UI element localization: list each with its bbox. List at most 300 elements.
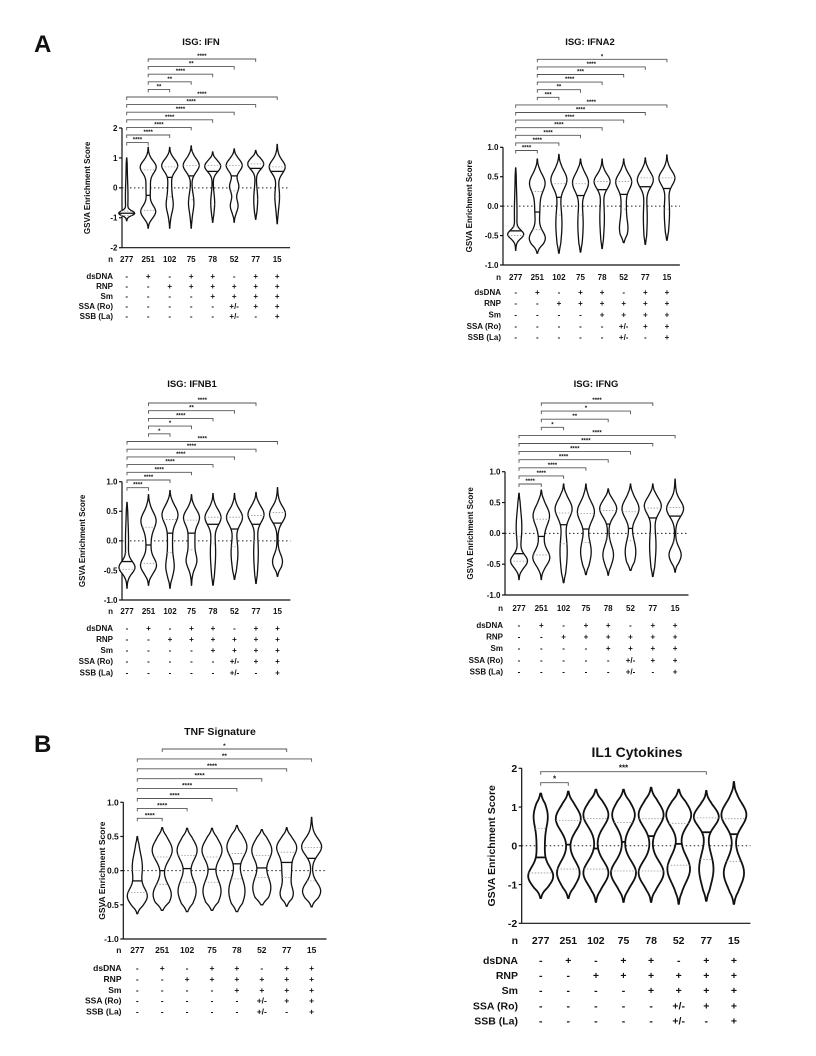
n-value: 251 [530, 273, 544, 282]
chart-title: ISG: IFNA2 [565, 37, 615, 48]
annotation-value: + [210, 646, 216, 655]
significance-label: **** [186, 444, 197, 451]
annotation-value: - [538, 1000, 543, 1013]
annotation-value: + [703, 970, 710, 982]
annotation-value: - [514, 299, 518, 308]
annotation-value: - [643, 333, 647, 342]
annotation-value: + [561, 632, 566, 642]
n-value: 52 [229, 255, 239, 264]
annotation-row-label: RNP [96, 282, 113, 291]
annotation-value: - [584, 644, 588, 653]
annotation-value: + [599, 288, 605, 297]
annotation-value: +/- [618, 333, 629, 342]
annotation-row-label: dsDNA [482, 955, 518, 967]
annotation-value: - [168, 646, 172, 655]
annotation-value: - [160, 985, 164, 995]
annotation-value: - [190, 646, 193, 655]
annotation-value: + [672, 644, 678, 653]
n-value: 277 [512, 604, 526, 613]
annotation-value: - [190, 657, 193, 666]
y-tick-label: -0.5 [486, 560, 501, 570]
annotation-value: + [209, 974, 215, 984]
annotation-value: + [730, 970, 737, 982]
annotation-row-label: Sm [100, 646, 113, 655]
y-axis-label: GSVA Enrichment Score [465, 159, 474, 253]
n-value: 251 [141, 255, 155, 264]
y-tick-label: 1.0 [106, 477, 118, 487]
significance-label: * [552, 774, 557, 784]
annotation-value: - [185, 995, 189, 1006]
significance-label: **** [558, 454, 569, 461]
annotation-value: + [253, 292, 259, 301]
annotation-value: - [704, 1015, 709, 1028]
annotation-value: - [210, 1006, 214, 1017]
annotation-value: + [592, 970, 599, 982]
significance-label: **** [144, 812, 155, 820]
n-value: 277 [130, 945, 145, 955]
n-value: 251 [155, 945, 170, 955]
n-value: 75 [187, 607, 196, 616]
annotation-value: + [599, 299, 605, 308]
annotation-value: - [517, 644, 521, 653]
n-value: 277 [120, 607, 134, 616]
y-tick-label: -0.5 [104, 899, 119, 910]
annotation-value: + [274, 282, 280, 291]
significance-label: *** [544, 92, 552, 99]
annotation-value: - [594, 985, 598, 997]
annotation-value: + [664, 333, 670, 342]
annotation-value: + [703, 985, 710, 997]
annotation-value: - [535, 310, 539, 320]
annotation-value: - [254, 668, 258, 678]
significance-label: ** [156, 84, 162, 91]
annotation-value: + [730, 985, 737, 997]
y-axis-label: GSVA Enrichment Score [78, 494, 87, 588]
n-label: n [498, 604, 503, 613]
annotation-value: - [539, 632, 543, 642]
annotation-value: + [648, 970, 655, 982]
annotation-value: - [146, 292, 150, 301]
n-value: 52 [230, 607, 239, 616]
significance-label: **** [169, 792, 180, 800]
annotation-value: + [231, 282, 237, 291]
significance-label: *** [618, 763, 629, 773]
annotation-value: - [147, 635, 150, 644]
n-value: 77 [251, 607, 261, 616]
annotation-value: - [514, 333, 518, 342]
annotation-value: + [188, 282, 194, 291]
y-tick-label: 2 [113, 123, 118, 133]
annotation-value: - [146, 312, 150, 321]
annotation-value: - [185, 1006, 189, 1017]
y-tick-label: 1.0 [106, 797, 119, 808]
annotation-value: + [275, 657, 280, 666]
significance-label: **** [197, 398, 207, 404]
significance-label: **** [543, 130, 553, 137]
annotation-value: - [125, 646, 129, 655]
n-value: 251 [141, 607, 156, 616]
annotation-value: - [168, 292, 172, 301]
significance-label: * [168, 421, 172, 428]
annotation-value: - [285, 1006, 289, 1017]
annotation-value: + [284, 985, 290, 995]
annotation-value: - [125, 282, 129, 291]
annotation-value: +/- [625, 667, 636, 677]
y-axis-label: GSVA Enrichment Score [486, 785, 498, 907]
annotation-row-label: SSB (La) [79, 668, 113, 678]
annotation-value: - [160, 1006, 164, 1017]
annotation-value: + [650, 621, 656, 630]
annotation-value: + [210, 282, 216, 291]
annotation-row-label: SSA (Ro) [78, 657, 113, 666]
annotation-value: - [538, 955, 543, 967]
annotation-value: + [642, 310, 648, 320]
annotation-value: + [534, 288, 540, 297]
panel-letter-b: B [34, 731, 52, 758]
annotation-value: - [211, 302, 215, 311]
annotation-row-label: Sm [490, 644, 503, 653]
annotation-value: +/- [229, 657, 240, 666]
annotation-value: + [730, 1000, 737, 1013]
n-value: 52 [626, 604, 635, 613]
annotation-value: + [556, 299, 562, 308]
annotation-value: + [538, 621, 544, 630]
n-value: 102 [556, 604, 571, 613]
n-value: 277 [120, 255, 134, 264]
y-tick-label: -1.0 [103, 595, 118, 605]
y-tick-label: 1 [113, 153, 118, 163]
n-value: 77 [281, 945, 292, 955]
annotation-value: + [189, 635, 194, 644]
annotation-value: + [209, 963, 215, 973]
significance-label: **** [547, 462, 558, 469]
annotation-row-label: SSB (La) [79, 312, 113, 321]
annotation-value: - [125, 292, 129, 301]
annotation-value: - [557, 310, 561, 320]
n-value: 102 [180, 945, 195, 955]
annotation-value: +/- [229, 668, 240, 678]
annotation-value: - [584, 667, 588, 677]
annotation-row-label: dsDNA [474, 288, 501, 297]
annotation-value: + [650, 644, 656, 653]
annotation-value: - [622, 288, 626, 297]
annotation-value: - [254, 312, 258, 321]
annotation-value: + [274, 272, 280, 281]
annotation-value: + [620, 955, 627, 967]
annotation-value: + [664, 322, 670, 331]
annotation-value: - [185, 985, 189, 995]
annotation-value: + [274, 312, 280, 321]
annotation-value: - [579, 322, 582, 331]
n-value: 77 [700, 935, 713, 947]
annotation-value: - [594, 1015, 598, 1028]
annotation-value: + [675, 970, 682, 982]
annotation-value: - [125, 302, 129, 311]
annotation-value: - [168, 668, 172, 678]
annotation-value: - [517, 621, 521, 630]
n-value: 102 [587, 935, 605, 947]
significance-label: **** [175, 107, 186, 114]
annotation-value: - [125, 635, 129, 644]
significance-label: * [600, 54, 604, 61]
n-value: 52 [619, 273, 629, 282]
annotation-value: +/- [672, 1000, 685, 1013]
annotation-value: + [253, 302, 259, 311]
annotation-value: + [259, 974, 265, 984]
annotation-value: + [642, 322, 648, 331]
annotation-value: - [594, 1000, 598, 1013]
n-value: 15 [272, 255, 282, 264]
annotation-value: - [600, 333, 604, 342]
annotation-value: - [147, 668, 150, 678]
chart-title: ISG: IFN [182, 37, 220, 48]
annotation-value: - [594, 955, 598, 967]
annotation-value: + [210, 292, 216, 301]
annotation-row-label: SSB (La) [469, 667, 503, 677]
annotation-value: + [730, 955, 737, 967]
significance-label: **** [586, 61, 596, 68]
significance-label: * [223, 743, 226, 750]
annotation-value: - [562, 621, 565, 630]
annotation-value: - [538, 1015, 543, 1028]
annotation-row-label: Sm [488, 310, 501, 320]
annotation-value: - [676, 955, 681, 967]
significance-label: **** [132, 137, 143, 144]
y-axis-label: GSVA Enrichment Score [83, 141, 92, 235]
annotation-row-label: RNP [495, 970, 518, 982]
annotation-row-label: RNP [486, 632, 503, 642]
annotation-value: + [703, 1000, 710, 1013]
y-tick-label: -1.0 [484, 260, 499, 270]
annotation-value: - [517, 667, 521, 677]
significance-label: **** [565, 115, 575, 122]
annotation-value: - [235, 995, 239, 1006]
annotation-value: - [168, 312, 172, 321]
annotation-value: + [253, 282, 259, 291]
chart-title: ISG: IFNG [573, 379, 619, 390]
annotation-value: - [125, 657, 129, 666]
annotation-value: + [146, 624, 151, 633]
significance-label: ** [572, 414, 578, 421]
annotation-row-label: SSA (Ro) [468, 656, 503, 665]
y-tick-label: -1.0 [486, 590, 501, 600]
annotation-value: - [557, 288, 561, 297]
annotation-value: + [672, 621, 678, 630]
annotation-value: + [672, 656, 678, 665]
annotation-value: - [125, 668, 129, 678]
annotation-value: + [210, 624, 216, 633]
annotation-value: + [253, 646, 259, 655]
annotation-row-label: SSB (La) [467, 333, 501, 342]
annotation-row-label: SSA (Ro) [466, 322, 501, 331]
annotation-value: + [284, 995, 290, 1006]
n-label: n [116, 945, 122, 955]
annotation-value: + [189, 624, 194, 633]
annotation-value: - [125, 624, 129, 633]
annotation-value: - [535, 333, 539, 342]
n-value: 277 [509, 273, 523, 282]
n-value: 75 [186, 255, 196, 264]
annotation-value: + [231, 292, 237, 301]
annotation-value: - [579, 333, 582, 342]
y-tick-label: 0.5 [487, 172, 499, 182]
significance-label: **** [154, 467, 164, 474]
significance-label: ** [221, 752, 227, 760]
annotation-value: + [253, 272, 259, 281]
annotation-value: + [642, 288, 648, 297]
annotation-row-label: SSB (La) [86, 1006, 122, 1017]
significance-label: **** [176, 451, 186, 458]
annotation-value: +/- [672, 1015, 685, 1028]
annotation-value: - [621, 1000, 626, 1013]
significance-label: ** [556, 84, 562, 91]
annotation-value: + [232, 646, 237, 655]
annotation-row-label: SSA (Ro) [472, 1000, 518, 1013]
annotation-value: - [562, 667, 565, 677]
n-value: 75 [207, 945, 217, 955]
annotation-value: - [538, 985, 543, 997]
annotation-value: - [535, 299, 539, 308]
annotation-value: + [583, 621, 589, 630]
n-value: 75 [576, 273, 585, 282]
annotation-value: + [309, 1006, 315, 1017]
annotation-value: - [557, 333, 561, 342]
annotation-value: + [578, 288, 583, 297]
annotation-value: - [135, 963, 139, 973]
significance-label: **** [206, 762, 218, 770]
annotation-value: + [275, 668, 280, 678]
annotation-value: + [599, 310, 605, 320]
annotation-value: + [275, 635, 280, 644]
annotation-value: + [309, 985, 315, 995]
y-tick-label: 0 [113, 183, 118, 193]
significance-label: **** [175, 69, 186, 76]
annotation-value: - [606, 656, 610, 665]
annotation-row-label: RNP [103, 974, 122, 984]
n-value: 78 [232, 945, 242, 955]
n-value: 15 [662, 273, 672, 282]
annotation-value: + [650, 656, 656, 665]
annotation-value: + [648, 955, 655, 967]
annotation-value: - [135, 985, 139, 995]
n-value: 78 [645, 935, 657, 947]
significance-label: **** [154, 122, 164, 129]
significance-label: *** [576, 69, 585, 76]
annotation-value: - [651, 667, 655, 677]
significance-label: **** [194, 772, 205, 780]
annotation-value: + [628, 644, 633, 653]
annotation-value: + [284, 974, 290, 984]
significance-label: **** [176, 413, 186, 420]
annotation-value: - [147, 646, 150, 655]
n-value: 15 [306, 945, 317, 955]
significance-label: **** [575, 107, 586, 114]
annotation-value: - [211, 657, 215, 666]
annotation-value: - [135, 995, 139, 1006]
y-tick-label: -1 [110, 213, 118, 223]
annotation-row-label: Sm [501, 985, 518, 997]
y-tick-label: 0.5 [489, 498, 501, 508]
annotation-value: + [275, 624, 280, 633]
annotation-value: - [566, 985, 571, 997]
annotation-value: + [253, 624, 259, 633]
y-tick-label: 0.0 [106, 865, 119, 876]
annotation-value: + [210, 272, 216, 281]
annotation-value: +/- [229, 312, 239, 321]
significance-label: **** [525, 479, 535, 485]
y-tick-label: 0.5 [106, 831, 119, 842]
annotation-row-label: RNP [484, 299, 501, 308]
annotation-value: + [145, 272, 151, 281]
annotation-value: - [538, 970, 543, 982]
annotation-value: - [189, 312, 193, 321]
annotation-value: + [234, 985, 240, 995]
annotation-value: + [274, 302, 280, 311]
n-value: 78 [208, 255, 218, 264]
significance-label: **** [554, 122, 564, 129]
y-tick-label: -0.5 [484, 231, 499, 241]
y-tick-label: -1.0 [104, 934, 119, 945]
n-value: 251 [534, 604, 548, 613]
annotation-value: + [309, 974, 315, 984]
annotation-row-label: dsDNA [476, 621, 503, 630]
significance-label: **** [592, 430, 602, 437]
annotation-row-label: dsDNA [86, 272, 113, 281]
n-value: 277 [531, 935, 550, 947]
y-axis-label: GSVA Enrichment Score [97, 821, 107, 920]
annotation-value: - [514, 310, 518, 320]
annotation-value: + [672, 632, 678, 642]
annotation-value: + [664, 299, 670, 308]
annotation-row-label: SSA (Ro) [78, 302, 113, 311]
panel-letter-a: A [34, 31, 52, 58]
annotation-value: + [184, 974, 190, 984]
y-tick-label: -2 [507, 918, 518, 931]
annotation-value: - [539, 644, 543, 653]
chart-title: ISG: IFNB1 [167, 379, 217, 390]
y-tick-label: -2 [110, 243, 118, 253]
annotation-value: + [642, 299, 648, 308]
y-tick-label: 1 [511, 801, 518, 814]
significance-label: **** [581, 438, 591, 445]
annotation-value: + [253, 635, 259, 644]
annotation-value: - [579, 310, 582, 320]
annotation-value: + [188, 272, 194, 281]
significance-label: **** [536, 470, 546, 477]
annotation-value: - [562, 644, 565, 653]
annotation-value: - [185, 963, 189, 973]
annotation-value: + [672, 667, 678, 677]
n-value: 78 [597, 273, 607, 282]
annotation-value: + [664, 288, 670, 297]
n-value: 78 [208, 607, 218, 616]
y-axis-label: GSVA Enrichment Score [466, 487, 475, 580]
chart-title: IL1 Cytokines [591, 744, 683, 760]
n-value: 52 [257, 945, 267, 955]
annotation-value: + [159, 963, 165, 973]
annotation-value: - [566, 1015, 571, 1028]
annotation-row-label: SSB (La) [474, 1015, 518, 1028]
n-label: n [496, 273, 501, 282]
annotation-value: + [703, 955, 710, 967]
annotation-value: - [211, 668, 215, 678]
y-tick-label: 0.0 [487, 202, 499, 212]
annotation-value: - [160, 995, 164, 1006]
significance-label: ** [188, 61, 194, 68]
annotation-row-label: RNP [96, 635, 113, 644]
annotation-value: - [160, 974, 164, 984]
annotation-row-label: dsDNA [86, 624, 113, 633]
